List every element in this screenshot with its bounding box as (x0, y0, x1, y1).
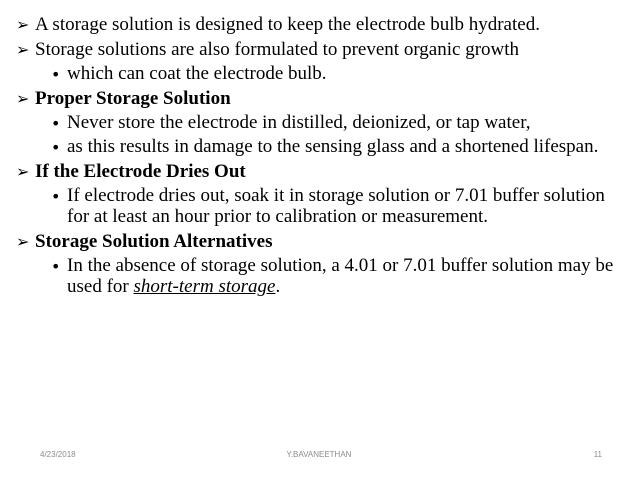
arrow-bullet-icon: ➢ (16, 40, 30, 59)
bullet-text: A storage solution is designed to keep the electrode bulb hydrated. (35, 14, 540, 35)
dot-bullet-icon: • (51, 138, 61, 157)
footer-date: 4/23/2018 (40, 450, 76, 459)
arrow-bullet-icon: ➢ (16, 232, 30, 251)
sub-bullet-text: Never store the electrode in distilled, deionized, or tap water, (67, 112, 531, 133)
dot-bullet-icon: • (51, 114, 61, 133)
footer-page-number: 11 (593, 450, 602, 459)
section-heading-proper-storage (16, 87, 626, 111)
sub-bullet-item-damage (16, 136, 626, 157)
sub-bullet-text: If electrode dries out, soak it in storage solution or 7.01 buffer solution for at least an hour prior to calibration or measurement. (67, 185, 605, 227)
slide-content (16, 13, 626, 300)
section-heading-text: Storage Solution Alternatives (35, 231, 273, 252)
bullet-item-storage-purpose (16, 13, 626, 37)
sub-bullet-text: as this results in damage to the sensing glass and a shortened lifespan. (67, 136, 599, 157)
section-heading-alternatives (16, 230, 626, 254)
sub-bullet-text: which can coat the electrode bulb. (67, 63, 327, 84)
sub-bullet-item-never-store (16, 112, 626, 133)
arrow-bullet-icon: ➢ (16, 162, 30, 181)
dot-bullet-icon: • (51, 65, 61, 84)
emphasized-phrase: short-term storage (133, 276, 276, 297)
sub-bullet-text-before: In the absence of storage solution, a 4.01 or 7.01 buffer solution may be used for (67, 255, 614, 297)
bullet-item-organic-growth (16, 38, 626, 62)
bullet-text: Storage solutions are also formulated to prevent organic growth (35, 39, 520, 60)
sub-bullet-item-buffer-alternative (16, 255, 626, 297)
dot-bullet-icon: • (51, 187, 61, 206)
arrow-bullet-icon: ➢ (16, 89, 30, 108)
sub-bullet-item-soak (16, 185, 626, 227)
section-heading-text: If the Electrode Dries Out (35, 161, 246, 182)
footer-author: Y.BAVANEETHAN (286, 450, 352, 459)
arrow-bullet-icon: ➢ (16, 15, 30, 34)
section-heading-dries-out (16, 160, 626, 184)
sub-bullet-text (67, 255, 626, 297)
dot-bullet-icon: • (51, 257, 61, 276)
section-heading-text: Proper Storage Solution (35, 88, 231, 109)
slide-footer (0, 450, 638, 464)
sub-bullet-item-coat-bulb (16, 63, 626, 84)
sub-bullet-text-after: . (275, 276, 281, 297)
